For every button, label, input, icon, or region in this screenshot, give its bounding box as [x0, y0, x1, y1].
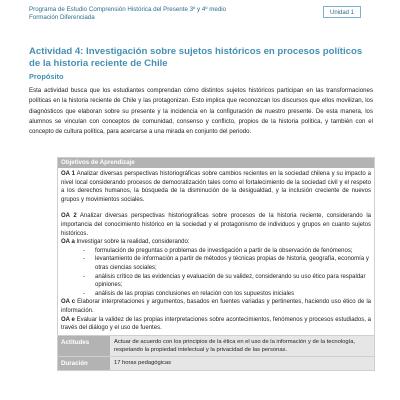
list-item: - levantamiento de información a partir de métodos y técnicas propias de historia, geografía, economía y otras ciencias sociales; [83, 256, 369, 271]
oa-a-code: OA a [61, 239, 75, 246]
oa-2-code: OA 2 [61, 213, 77, 220]
list-item-text: formulación de preguntas o problemas de investigación a partir de la observación de fenómenos; [95, 247, 353, 254]
list-item-text: análisis de las propias conclusiones en relación con los supuestos iniciales [95, 290, 295, 297]
purpose-paragraph: Esta actividad busca que los estudiantes comprendan cómo distintos sujetos históricos participan en las transformaciones políticas en la historia reciente de Chile y las protagonizan. Esto implica que reconozcan los discursos que ellos movilizan, los diagnósticos que elaboran sobre su presente y la incidencia en la configuración de nuestro presente. De esta manera, los alumnos se vinculan con conceptos de comunidad, consenso y conflicto, propios de la historia política, y también con el concepto de cultura política, para acercarse a una mirada en conjunto del periodo. [29, 87, 373, 136]
oa-a-text: Investigar sobre la realidad, considerando: [74, 239, 190, 246]
purpose-heading: Propósito [29, 72, 64, 81]
oa-e-code: OA e [61, 316, 75, 323]
oa-e [61, 316, 371, 333]
duration-value: 17 horas pedagógicas [110, 357, 374, 370]
objectives-heading: Objetivos de Aprendizaje [58, 158, 374, 168]
oa-c-text: Elaborar interpretaciones y argumentos, basados en fuentes variadas y pertinentes, haciendo uso ético de la información. [61, 299, 371, 314]
attitudes-value: Actuar de acuerdo con los principios de la ética en el uso de la información y de la tecnología, respetando la propiedad intelectual y la privacidad de las personas. [110, 336, 374, 356]
list-item: - análisis crítico de las evidencias y evaluación de su validez, considerando su uso ético para respaldar opiniones; [83, 273, 366, 289]
list-item: - formulación de preguntas o problemas de investigación a partir de la observación de fenómenos; [83, 247, 353, 254]
oa-2-text: Analizar diversas perspectivas historiográficas sobre procesos de la historia reciente, considerando la importancia del conocimiento histórico en la sociedad y el protagonismo de individuos y grupos en cuanto sujetos históricos. [61, 213, 371, 237]
list-item: - análisis de las propias conclusiones en relación con los supuestos iniciales [83, 290, 295, 297]
list-item-text: levantamiento de información a partir de métodos y técnicas propias de historia, geografía, economía y otras ciencias sociales; [95, 256, 369, 271]
oa-a [61, 238, 371, 247]
duration-row [58, 356, 374, 370]
oa-c-code: OA c [61, 299, 76, 306]
unit-badge: Unidad 1 [323, 6, 361, 18]
attitudes-row [58, 335, 374, 356]
oa-1-code: OA 1 [61, 171, 76, 177]
program-title: Programa de Estudio Comprensión Histórica del Presente 3º y 4º medio [29, 6, 227, 13]
oa-c [61, 298, 371, 315]
oa-e-text: Evaluar la validez de las propias interpretaciones sobre acontecimientos, fenómenos y procesos estudiados, a través del diálogo y el uso de fuentes. [61, 316, 371, 332]
activity-title: Actividad 4: Investigación sobre sujetos históricos en procesos políticos de la historia reciente de Chile [29, 46, 363, 69]
program-subtitle: Formación Diferenciada [29, 14, 95, 21]
objectives-table [57, 157, 375, 371]
oa-1-text: Analizar diversas perspectivas historiográficas sobre cambios recientes en la sociedad chilena y su impacto a nivel local considerando procesos de democratización tales como el fortalecimiento de la sociedad civil y el respeto a los derechos humanos, la búsqueda de la disminución de la desigualdad, y la inclusión creciente de nuevos grupos y movimientos sociales. [61, 171, 371, 203]
oa-2 [61, 212, 371, 238]
oa-a-subitems [61, 247, 371, 299]
attitudes-label: Actitudes [58, 336, 110, 356]
oa-1 [61, 170, 371, 204]
objectives-body [58, 168, 374, 335]
page-header [0, 0, 400, 38]
list-item-text: análisis crítico de las evidencias y evaluación de su validez, considerando su uso ético para respaldar opiniones; [95, 273, 366, 289]
duration-label: Duración [58, 357, 110, 370]
